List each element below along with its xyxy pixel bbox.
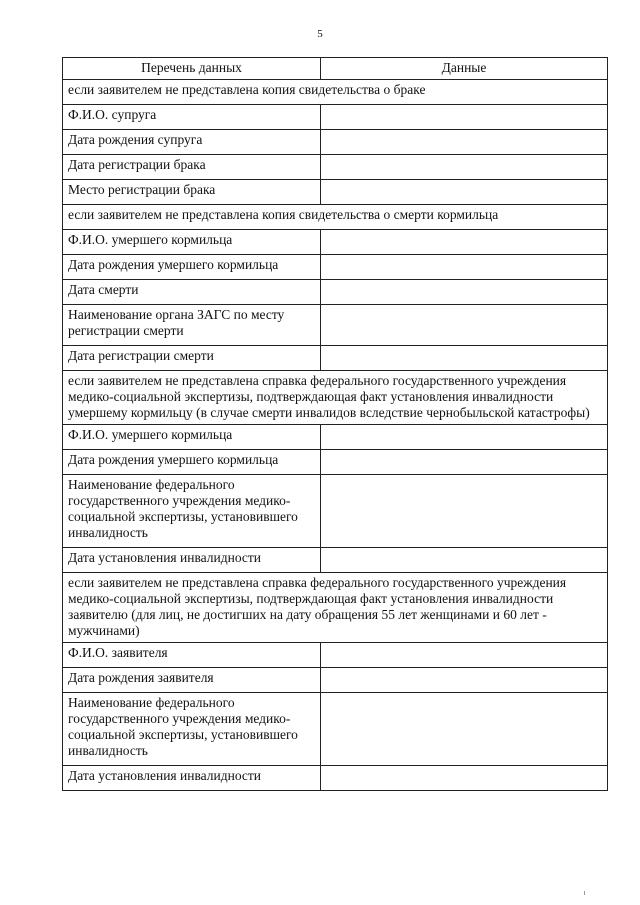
section-row	[63, 371, 608, 425]
section-text: если заявителем не представлена справка федерального государственного учреждения медико-социальной экспертизы, подтверждающая факт установления инвалидности умершему кормильцу (в случае смерти инвалидов вследствие чернобыльской катастрофы)	[63, 371, 608, 425]
table-row	[63, 130, 608, 155]
field-value[interactable]	[321, 668, 608, 693]
table-header-row	[63, 58, 608, 80]
section-text: если заявителем не представлена копия свидетельства о смерти кормильца	[63, 205, 608, 230]
table-row	[63, 280, 608, 305]
field-label: Дата рождения супруга	[63, 130, 321, 155]
table-row	[63, 475, 608, 548]
section-text: если заявителем не представлена справка федерального государственного учреждения медико-социальной экспертизы, подтверждающая факт установления инвалидности заявителю (для лиц, не достигших на дату обращения 55 лет женщинами и 60 лет - мужчинами)	[63, 573, 608, 643]
column-header-list: Перечень данных	[63, 58, 321, 80]
field-value[interactable]	[321, 130, 608, 155]
field-value[interactable]	[321, 280, 608, 305]
field-label: Дата установления инвалидности	[63, 548, 321, 573]
column-header-data: Данные	[321, 58, 608, 80]
table-row	[63, 643, 608, 668]
field-label: Дата рождения умершего кормильца	[63, 450, 321, 475]
section-row	[63, 205, 608, 230]
field-label: Дата рождения умершего кормильца	[63, 255, 321, 280]
table-row	[63, 105, 608, 130]
table-row	[63, 346, 608, 371]
field-label: Наименование органа ЗАГС по месту регистрации смерти	[63, 305, 321, 346]
data-table	[62, 57, 608, 791]
section-row	[63, 573, 608, 643]
field-value[interactable]	[321, 180, 608, 205]
table-row	[63, 155, 608, 180]
field-label: Ф.И.О. умершего кормильца	[63, 425, 321, 450]
field-value[interactable]	[321, 425, 608, 450]
table-row	[63, 548, 608, 573]
section-text: если заявителем не представлена копия свидетельства о браке	[63, 80, 608, 105]
field-label: Дата смерти	[63, 280, 321, 305]
field-value[interactable]	[321, 450, 608, 475]
field-label: Ф.И.О. заявителя	[63, 643, 321, 668]
table-row	[63, 305, 608, 346]
field-label: Место регистрации брака	[63, 180, 321, 205]
field-value[interactable]	[321, 643, 608, 668]
field-label: Наименование федерального государственного учреждения медико-социальной экспертизы, установившего инвалидность	[63, 475, 321, 548]
field-value[interactable]	[321, 230, 608, 255]
table-row	[63, 230, 608, 255]
table-row	[63, 180, 608, 205]
field-value[interactable]	[321, 155, 608, 180]
field-label: Ф.И.О. супруга	[63, 105, 321, 130]
field-value[interactable]	[321, 255, 608, 280]
field-label: Дата установления инвалидности	[63, 766, 321, 791]
field-label: Дата рождения заявителя	[63, 668, 321, 693]
field-label: Дата регистрации брака	[63, 155, 321, 180]
field-value[interactable]	[321, 548, 608, 573]
field-value[interactable]	[321, 305, 608, 346]
field-value[interactable]	[321, 346, 608, 371]
table-row	[63, 668, 608, 693]
table-row	[63, 766, 608, 791]
field-label: Дата регистрации смерти	[63, 346, 321, 371]
table-row	[63, 450, 608, 475]
field-value[interactable]	[321, 693, 608, 766]
table-row	[63, 425, 608, 450]
section-row	[63, 80, 608, 105]
table-row	[63, 693, 608, 766]
field-value[interactable]	[321, 105, 608, 130]
table-row	[63, 255, 608, 280]
field-label: Наименование федерального государственного учреждения медико-социальной экспертизы, установившего инвалидность	[63, 693, 321, 766]
field-label: Ф.И.О. умершего кормильца	[63, 230, 321, 255]
scan-mark	[584, 891, 585, 895]
field-value[interactable]	[321, 475, 608, 548]
field-value[interactable]	[321, 766, 608, 791]
page-number: 5	[317, 28, 323, 40]
